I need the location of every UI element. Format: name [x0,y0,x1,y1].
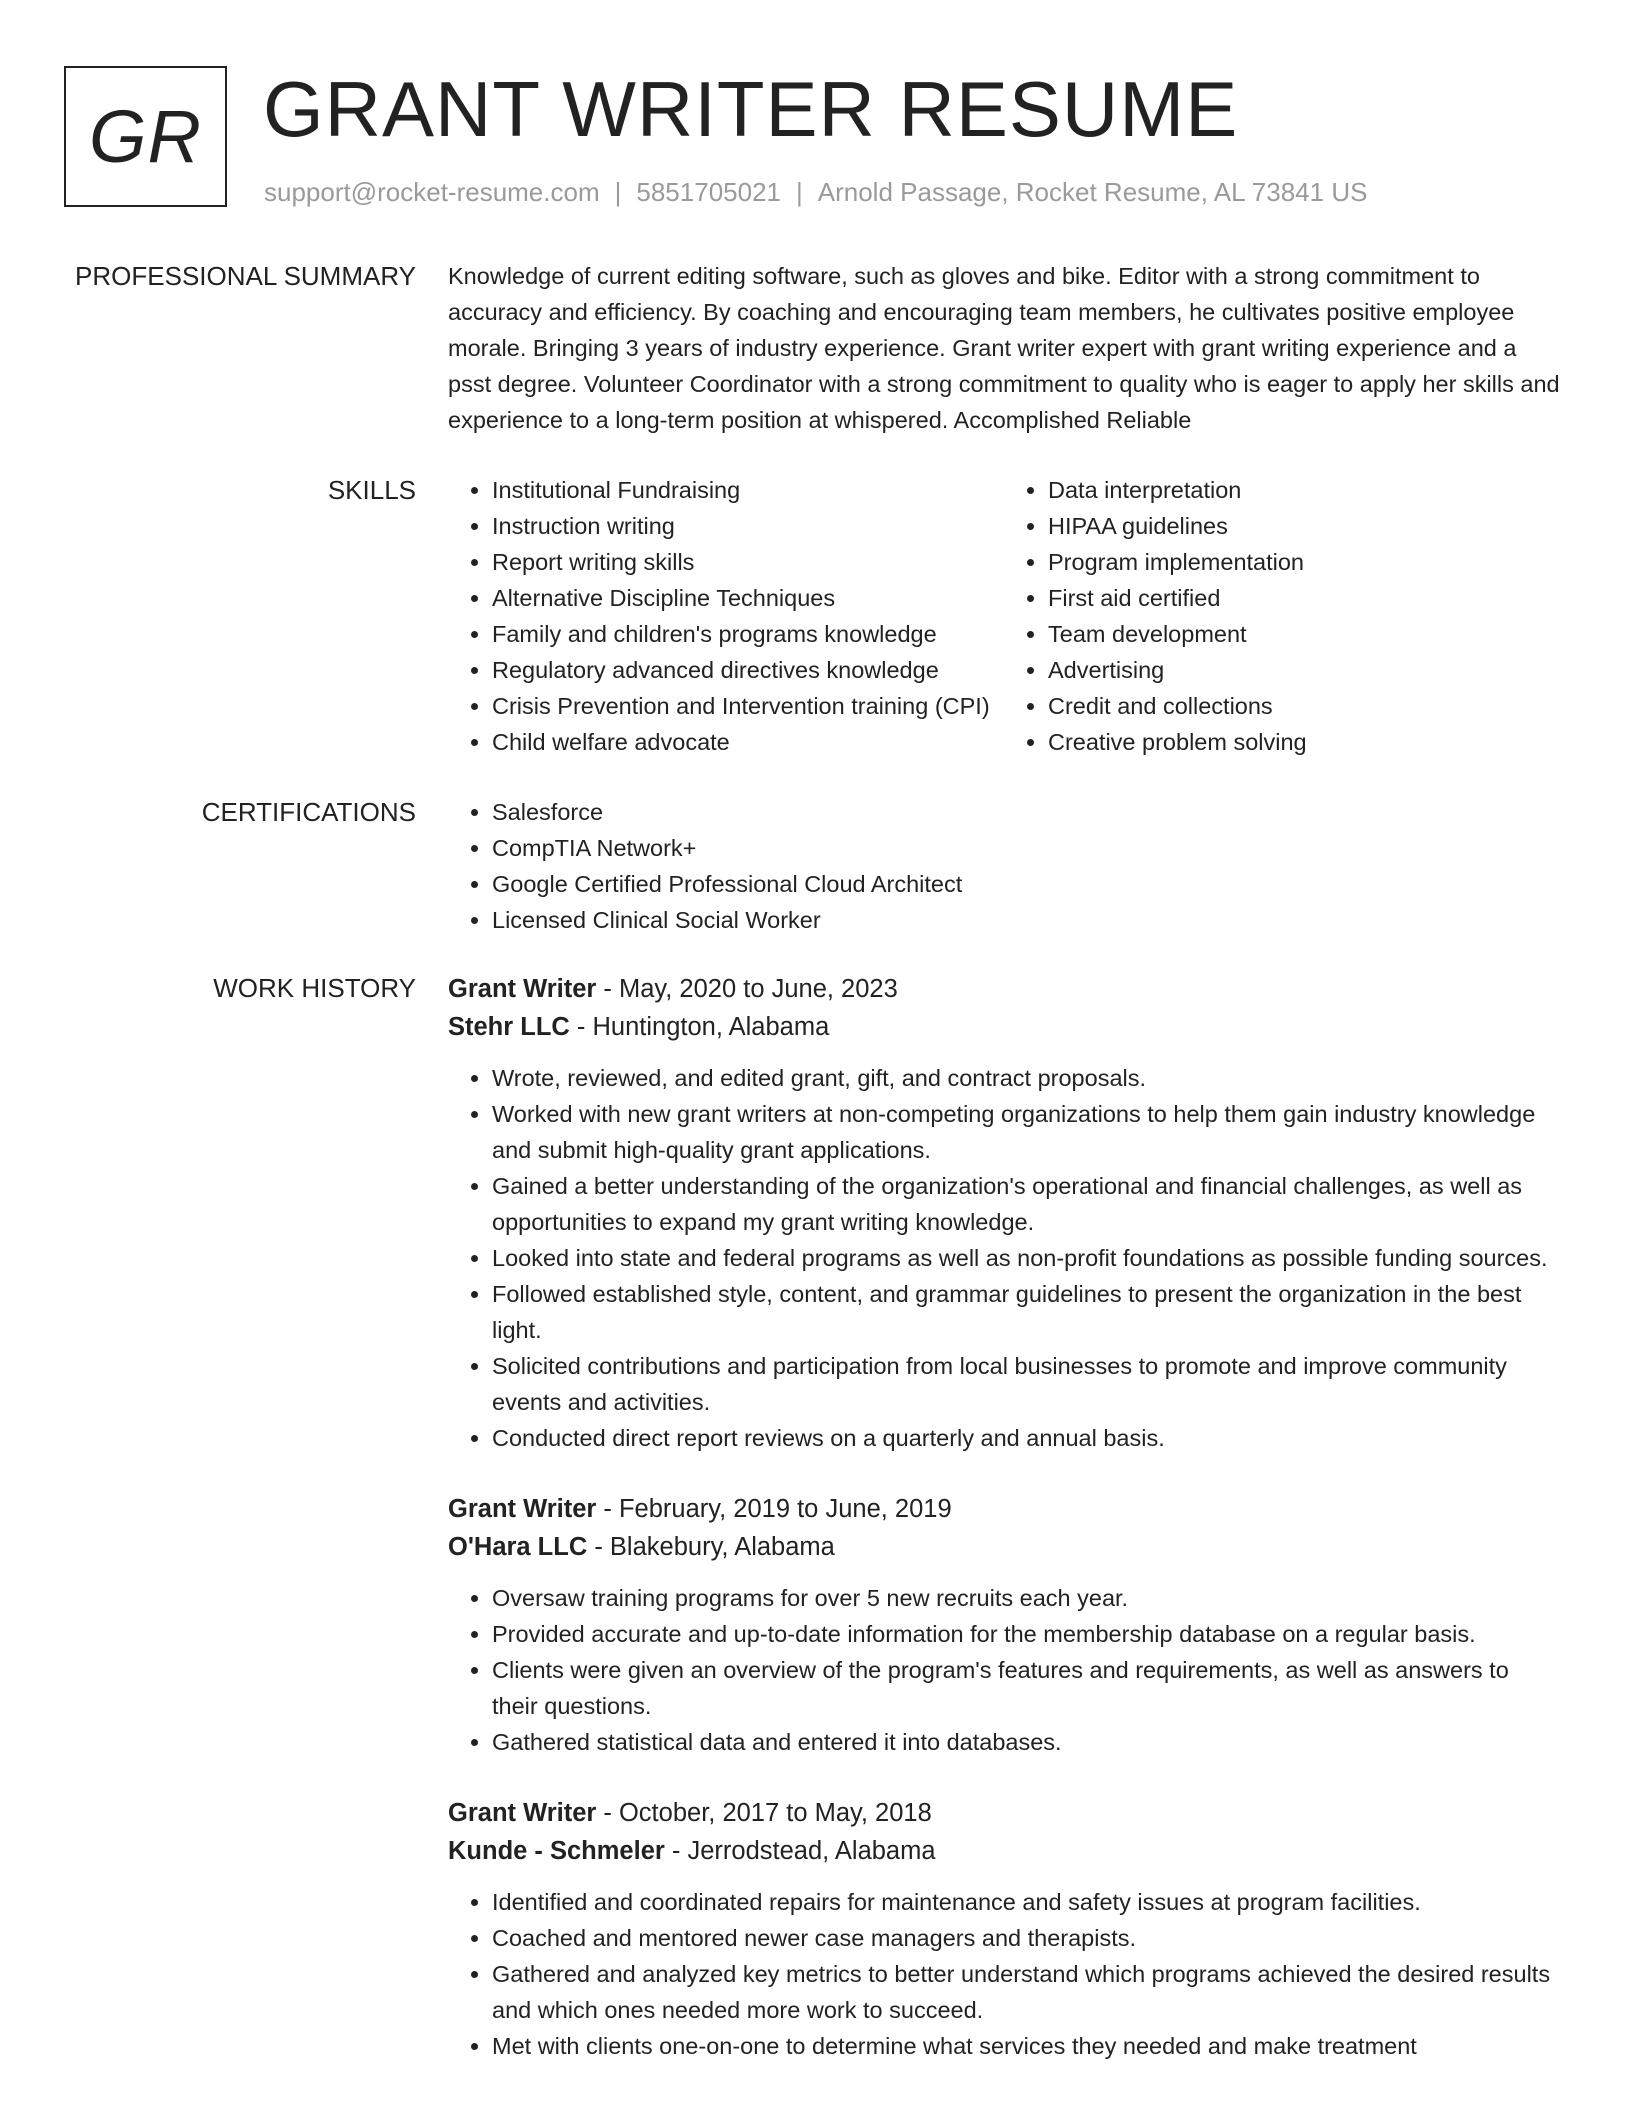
list-item: • Salesforce [492,794,1560,830]
list-item: • Alternative Discipline Techniques [492,580,1004,616]
list-item: • Looked into state and federal programs as well as non-profit foundations as possible funding sources. [492,1240,1560,1276]
section-label-certifications: CERTIFICATIONS [201,797,416,827]
summary-body [448,258,1560,438]
job-dates: - February, 2019 to June, 2019 [596,1495,952,1523]
list-item: • Regulatory advanced directives knowledge [492,652,1004,688]
contact-separator: | [614,177,622,207]
list-item: • Instruction writing [492,508,1004,544]
list-item: • Solicited contributions and participation from local businesses to promote and improve community events and activities. [492,1348,1560,1420]
job-entry [448,1794,1560,2064]
list-item: • Institutional Fundraising [492,472,1004,508]
list-item: • Gained a better understanding of the organization's operational and financial challenges, as well as opportunities to expand my grant writing knowledge. [492,1168,1560,1240]
list-item: • Family and children's programs knowledge [492,616,1004,652]
job-title: Grant Writer [448,1495,597,1523]
contact-separator: | [796,177,803,207]
job-title: Grant Writer [448,1799,597,1827]
job-bullets [448,1060,1560,1456]
list-item: • Conducted direct report reviews on a quarterly and annual basis. [492,1420,1560,1456]
contact-address: Arnold Passage, Rocket Resume, AL 73841 US [817,177,1368,207]
section-label-summary: PROFESSIONAL SUMMARY [75,261,416,291]
list-item: • Worked with new grant writers at non-competing organizations to help them gain industry knowledge and submit high-quality grant applications. [492,1096,1560,1168]
job-company: O'Hara LLC [448,1533,588,1561]
job-dates: - May, 2020 to June, 2023 [596,975,898,1003]
list-item: • Crisis Prevention and Intervention training (CPI) [492,688,1004,724]
list-item: • Provided accurate and up-to-date information for the membership database on a regular basis. [492,1616,1560,1652]
monogram-badge: GR [64,66,227,207]
job-company-line [448,1008,1560,1046]
job-dates: - October, 2017 to May, 2018 [596,1799,932,1827]
certifications-body [448,794,1560,938]
skills-body [448,472,1560,760]
job-title-line [448,1794,1560,1832]
resume-header [64,64,1564,214]
list-item: • Followed established style, content, and grammar guidelines to present the organization in the best light. [492,1276,1560,1348]
list-item: • Creative problem solving [1048,724,1560,760]
list-item: • Oversaw training programs for over 5 new recruits each year. [492,1580,1560,1616]
contact-email: support@rocket-resume.com [264,177,600,207]
job-location: - Jerrodstead, Alabama [664,1837,936,1865]
list-item: • Identified and coordinated repairs for maintenance and safety issues at program facilities. [492,1884,1560,1920]
certifications-list [448,794,1560,938]
list-item: • Gathered and analyzed key metrics to better understand which programs achieved the desired results and which ones needed more work to succeed. [492,1956,1560,2028]
section-label-work: WORK HISTORY [213,973,416,1003]
job-company: Kunde - Schmeler [448,1837,665,1865]
contact-line [264,174,1367,210]
list-item: • Child welfare advocate [492,724,1004,760]
job-bullets [448,1884,1560,2064]
job-entry [448,1490,1560,1760]
skills-list-right [1004,472,1560,760]
job-entry [448,970,1560,1456]
job-company-line [448,1528,1560,1566]
list-item: • Report writing skills [492,544,1004,580]
list-item: • Licensed Clinical Social Worker [492,902,1560,938]
work-body [448,970,1560,2098]
list-item: • First aid certified [1048,580,1560,616]
section-label-skills: SKILLS [327,475,416,505]
job-location: - Huntington, Alabama [569,1013,830,1041]
list-item: • Data interpretation [1048,472,1560,508]
contact-phone: 5851705021 [636,177,781,207]
skills-list-left [448,472,1004,760]
list-item: • Credit and collections [1048,688,1560,724]
list-item: • Gathered statistical data and entered it into databases. [492,1724,1560,1760]
list-item: • Team development [1048,616,1560,652]
job-location: - Blakebury, Alabama [587,1533,835,1561]
job-title-line [448,970,1560,1008]
job-title: Grant Writer [448,975,597,1003]
job-title-line [448,1490,1560,1528]
resume-title: GRANT WRITER RESUME [263,65,1239,153]
list-item: • Coached and mentored newer case managers and therapists. [492,1920,1560,1956]
list-item: • Wrote, reviewed, and edited grant, gift, and contract proposals. [492,1060,1560,1096]
list-item: • Met with clients one-on-one to determine what services they needed and make treatment [492,2028,1560,2064]
list-item: • Program implementation [1048,544,1560,580]
job-bullets [448,1580,1560,1760]
list-item: • Advertising [1048,652,1560,688]
summary-text: Knowledge of current editing software, such as gloves and bike. Editor with a strong commitment to accuracy and efficiency. By coaching and encouraging team members, he cultivates positive employee morale. Bringing 3 years of industry experience. Grant writer expert with grant writing experience and a psst degree. Volunteer Coordinator with a strong commitment to quality who is eager to apply her skills and experience to a long-term position at whispered. Accomplished Reliable [448,263,1560,433]
job-company-line [448,1832,1560,1870]
list-item: • Clients were given an overview of the program's features and requirements, as well as answers to their questions. [492,1652,1560,1724]
list-item: • CompTIA Network+ [492,830,1560,866]
list-item: • Google Certified Professional Cloud Architect [492,866,1560,902]
list-item: • HIPAA guidelines [1048,508,1560,544]
job-company: Stehr LLC [448,1013,570,1041]
